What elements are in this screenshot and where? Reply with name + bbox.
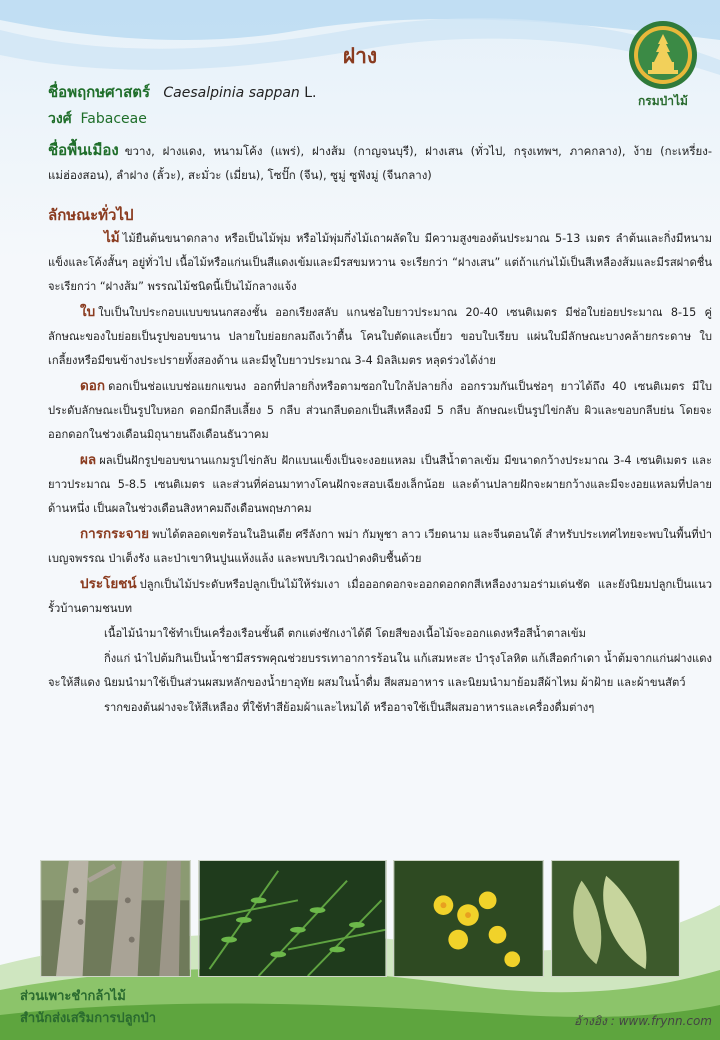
footer-org-line-1: ส่วนเพาะชำกล้าไม้	[20, 989, 126, 1004]
trunk-photo	[40, 860, 191, 977]
keyword-distribution: การกระจาย	[80, 526, 150, 542]
paragraph-uses-4: รากของต้นฝางจะให้สีเหลือง ที่ใช้ทำสีย้อมผ้าและไหมได้ หรืออาจใช้เป็นสีผสมอาหารและเครื่องดื่มต่างๆ	[104, 701, 595, 714]
flower-photo	[393, 860, 544, 977]
footer-reference: อ้างอิง : www.frynn.com	[574, 1014, 712, 1028]
text-flower: ดอกเป็นช่อแบบช่อแยกแขนง ออกที่ปลายกิ่งหรือตามซอกใบใกล้ปลายกิ่ง ออกรวมกันเป็นช่อๆ ยาวได้ถึง 40 เซนติเมตร มีใบประดับลักษณะเป็นรูปใบหอก ดอกมีกลีบเลี้ยง 5 กลีบ ส่วนกลีบดอกเป็นสีเหลืองมี 5 กลีบ ลักษณะเป็นรูปไข่กลับ ผิวและขอบกลีบย่น โดยจะออกดอกในช่วงเดือนมิถุนายนถึงเดือนธันวาคม	[48, 380, 712, 441]
keyword-leaf: ใบ	[80, 304, 96, 320]
seed-pod-photo	[551, 860, 680, 977]
keyword-uses: ประโยชน์	[80, 576, 137, 592]
local-names-label: ชื่อพื้นเมือง	[48, 141, 119, 159]
photo-strip	[40, 860, 680, 977]
keyword-flower: ดอก	[80, 378, 106, 394]
page-title: ฝาง	[342, 44, 378, 68]
paragraph-distribution	[48, 522, 712, 571]
footer-org-line-2: สำนักส่งเสริมการปลูกป่า	[20, 1011, 156, 1026]
logo-label: กรมป่าไม้	[638, 94, 688, 108]
characteristics-body	[48, 226, 712, 721]
footer-organization	[20, 986, 156, 1030]
paragraph-uses-3: กิ่งแก่ นำไปต้มกินเป็นน้ำชามีสรรพคุณช่วยบรรเทาอาการร้อนใน แก้เสมหะสะ บำรุงโลหิต แก้เสือดกำเดา น้ำต้มจากแก่นฝางแดง จะให้สีแดง นิยมนำมาใช้เป็นส่วนผสมหลักของน้ำยาอุทัย ผสมในน้ำดื่ม สีผสมอาหาร และนิยมนำมาย้อมสีผ้าไหม ผ้าฝ้าย และผ้าขนสัตว์	[48, 652, 712, 689]
family-label: วงศ์	[48, 111, 72, 127]
scientific-name-label: ชื่อพฤกษศาสตร์	[48, 83, 151, 101]
paragraph-flower	[48, 374, 712, 447]
royal-forest-department-logo	[628, 20, 698, 90]
leaves-photo	[198, 860, 387, 977]
text-fruit: ผลเป็นฝักรูปขอบขนานแกมรูปไข่กลับ ฝักแบนแข็งเป็นจะงอยแหลม เป็นสีน้ำตาลเข้ม มีขนาดกว้างประมาณ 3-4 เซนติเมตร และยาวประมาณ 5-8.5 เซนติเมตร และส่วนที่ค่อนมาทางโคนฝักจะสอบเฉียงเล็กน้อย และด้านปลายฝักจะผายกว้างและมีจะงอยแหลมที่ปลายด้านหนึ่ง เป็นผลในช่วงเดือนสิงหาคมถึงเดือนพฤษภาคม	[48, 454, 712, 515]
local-names	[48, 138, 712, 187]
keyword-fruit: ผล	[80, 452, 97, 468]
scientific-name: Caesalpinia sappan	[163, 85, 300, 101]
keyword-wood: ไม้	[104, 230, 120, 246]
text-wood: ไม้ยืนต้นขนาดกลาง หรือเป็นไม้พุ่ม หรือไม้พุ่มกึ่งไม้เถาผลัดใบ มีความสูงของต้นประมาณ 5-13 เมตร ลำต้นและกิ่งมีหนามแข็งและโค้งสั้นๆ อยู่ทั่วไป เนื้อไม้หรือแก่นเป็นสีแดงเข้มและมีรสขมหวาน จะเรียกว่า “ฝางเสน” แต่ถ้าแก่นไม้เป็นสีเหลืองส้มและมีรสฝาดชื่น จะเรียกว่า “ฝางส้ม” พรรณไม้ชนิดนี้เป็นไม้กลางแจ้ง	[48, 232, 712, 293]
local-names-text: ขวาง, ฝางแดง, หนามโค้ง (แพร่), ฝางส้ม (กาญจนบุรี), ฝางเสน (ทั่วไป, กรุงเทพฯ, ภาคกลาง), ง้าย (กะเหรี่ยง-แม่ฮ่องสอน), ลำฝาง (ลั้วะ), สะมั่วะ (เมี่ยน), โซปั๊ก (จีน), ซูมู่ ซูฟังมู่ (จีนกลาง)	[48, 144, 712, 182]
paragraph-leaf	[48, 300, 712, 373]
scientific-name-line	[48, 80, 317, 104]
paragraph-uses	[48, 572, 712, 621]
scientific-name-author: L.	[304, 85, 317, 101]
paragraph-uses-2: เนื้อไม้นำมาใช้ทำเป็นเครื่องเรือนชั้นดี ตกแต่งชักเงาได้ดี โดยสีของเนื้อไม้จะออกแดงหรือสีน้ำตาลเข้ม	[104, 627, 586, 640]
paragraph-fruit	[48, 448, 712, 521]
text-distribution: พบได้ตลอดเขตร้อนในอินเดีย ศรีลังกา พม่า กัมพูชา ลาว เวียดนาม และจีนตอนใต้ สำหรับประเทศไทยจะพบในพื้นที่ป่าเบญจพรรณ ป่าเต็งรัง และป่าเขาหินปูนแห้งแล้ง และพบบริเวณป่าดงดิบชื้นด้วย	[48, 528, 712, 565]
family-line	[48, 108, 147, 130]
paragraph-wood	[48, 226, 712, 299]
text-uses-1: ปลูกเป็นไม้ประดับหรือปลูกเป็นไม้ให้ร่มเงา เมื่อออกดอกจะออกดอกดกสีเหลืองงามอร่ามเด่นชัด และยังนิยมปลูกเป็นแนวรั้วบ้านตามชนบท	[48, 578, 712, 615]
general-characteristics-heading: ลักษณะทั่วไป	[48, 206, 134, 224]
text-leaf: ใบเป็นใบประกอบแบบขนนกสองชั้น ออกเรียงสลับ แกนช่อใบยาวประมาณ 20-40 เซนติเมตร มีช่อใบย่อยประมาณ 8-15 คู่ ลักษณะของใบย่อยเป็นรูปขอบขนาน ปลายใบย่อยกลมถึงเว้าตื้น โคนใบตัดและเบี้ยว ขอบใบเรียบ แผ่นใบมีลักษณะบางคล้ายกระดาษ ใบเกลี้ยงหรือมีขนข้างประปรายทั้งสองด้าน และมีหูใบยาวประมาณ 3-4 มิลลิเมตร หลุดร่วงได้ง่าย	[48, 306, 712, 367]
family-name: Fabaceae	[80, 111, 147, 127]
